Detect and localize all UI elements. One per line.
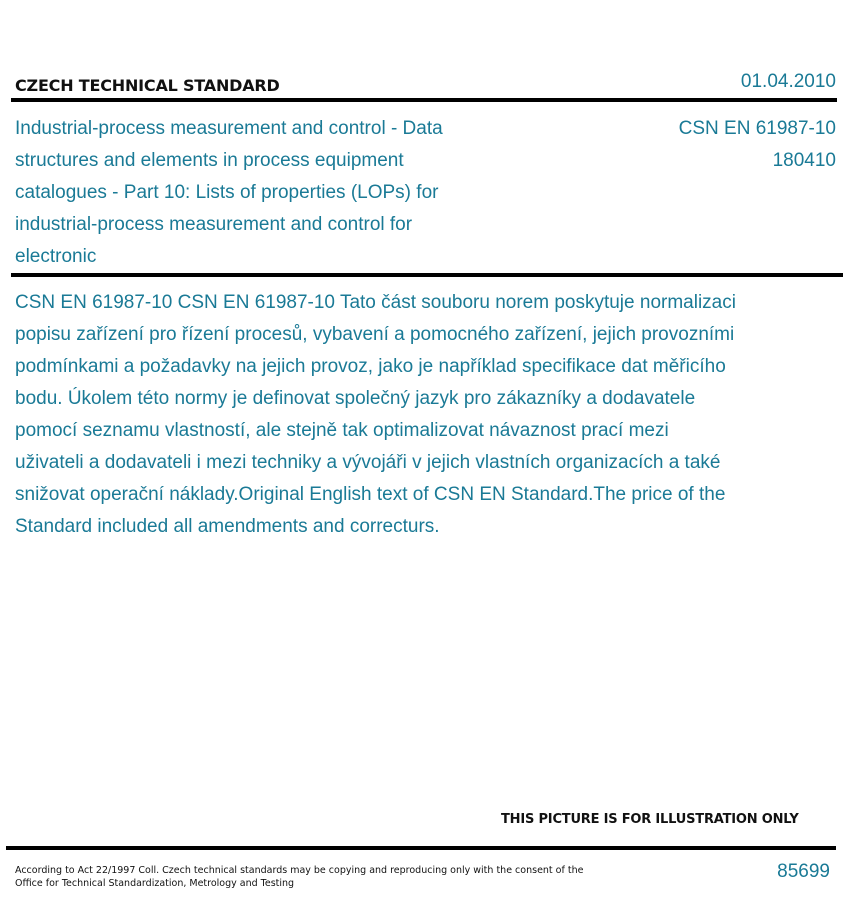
document-id: 85699 — [777, 861, 830, 882]
standard-description: CSN EN 61987-10 CSN EN 61987-10 Tato část souboru norem poskytuje normalizaci popisu zařízení pro řízení procesů, vybavení a pomocného zařízení, jejich provozními podmínkami a požadavky na jejich provoz, jako je například specifikace dat měřicího bodu. Úkolem této normy je definovat společný jazyk pro zákazníky a dodavatele pomocí seznamu vlastností, ale stejně tak optimalizovat návaznost prací mezi uživateli a dodavateli i mezi techniky a vývojáři v jejich vlastních organizacích a také snižovat operační náklady.Original English text of CSN EN Standard.The price of the Standard included all amendments and correcturs. — [15, 292, 736, 537]
standard-class-number: 180410 — [772, 150, 836, 171]
standard-title: Industrial-process measurement and control - Data structures and elements in process equipment catalogues - Part 10: Lists of properties (LOPs) for industrial-process measurement and control for electronic — [15, 118, 443, 267]
illustration-disclaimer: THIS PICTURE IS FOR ILLUSTRATION ONLY — [501, 812, 799, 827]
footer-divider — [6, 846, 836, 850]
title-divider — [11, 273, 843, 277]
header-divider — [11, 98, 837, 102]
standard-code: CSN EN 61987-10 — [678, 118, 836, 139]
publication-date: 01.04.2010 — [740, 71, 836, 92]
legal-note: According to Act 22/1997 Coll. Czech technical standards may be copying and reproducing only with the consent of the Office for Technical Standardization, Metrology and Testing — [15, 865, 584, 889]
standard-type-label: CZECH TECHNICAL STANDARD — [15, 76, 280, 95]
